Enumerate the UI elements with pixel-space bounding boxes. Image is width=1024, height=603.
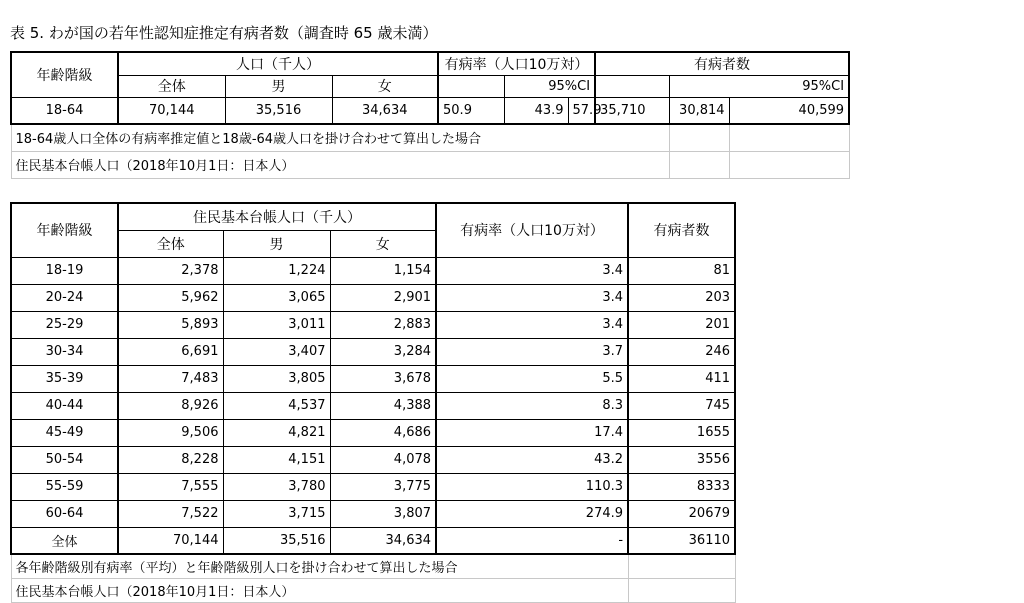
cell-age: 全体	[11, 527, 118, 554]
header-ci: 95%CI	[669, 75, 849, 97]
cell-total: 5,893	[118, 311, 223, 338]
cell-male: 4,537	[223, 392, 330, 419]
table-row	[11, 311, 735, 338]
cell-male: 3,780	[223, 473, 330, 500]
note-method: 18-64歳人口全体の有病率推定値と18歳-64歳人口を掛け合わせて算出した場合	[11, 124, 669, 151]
header-patient-count: 有病者数	[595, 52, 849, 75]
table-row	[11, 419, 735, 446]
note-blank	[628, 578, 735, 602]
cell-rate: 3.7	[436, 338, 628, 365]
table-row	[11, 365, 735, 392]
note-source: 住民基本台帳人口（2018年10月1日：日本人）	[11, 151, 669, 178]
cell-total: 70,144	[118, 527, 223, 554]
cell-male: 35,516	[225, 97, 332, 124]
table-body	[11, 257, 735, 527]
note-blank	[729, 124, 849, 151]
cell-total: 7,555	[118, 473, 223, 500]
cell-male: 3,065	[223, 284, 330, 311]
header-prevalence-rate: 有病率（人口10万対）	[438, 52, 595, 75]
header-patient-count: 有病者数	[628, 203, 735, 257]
age-group-prevalence-table	[10, 202, 736, 603]
cell-male: 3,011	[223, 311, 330, 338]
cell-count-ci-high: 40,599	[729, 97, 849, 124]
cell-age: 40-44	[11, 392, 118, 419]
cell-male: 1,224	[223, 257, 330, 284]
cell-count: 745	[628, 392, 735, 419]
cell-male: 3,805	[223, 365, 330, 392]
cell-total: 5,962	[118, 284, 223, 311]
cell-rate: 274.9	[436, 500, 628, 527]
cell-count: 36110	[628, 527, 735, 554]
note-source: 住民基本台帳人口（2018年10月1日：日本人）	[11, 578, 628, 602]
header-population: 住民基本台帳人口（千人）	[118, 203, 436, 230]
table-title: 表 5. わが国の若年性認知症推定有病者数（調査時 65 歳未満）	[10, 24, 438, 42]
cell-male: 4,151	[223, 446, 330, 473]
cell-total: 6,691	[118, 338, 223, 365]
table-row	[11, 284, 735, 311]
table-row	[11, 257, 735, 284]
header-male: 男	[225, 75, 332, 97]
cell-age: 18-64	[11, 97, 118, 124]
table-row	[11, 392, 735, 419]
header-female: 女	[330, 230, 436, 257]
cell-count: 411	[628, 365, 735, 392]
table-row	[11, 473, 735, 500]
cell-age: 50-54	[11, 446, 118, 473]
cell-count: 3556	[628, 446, 735, 473]
cell-female: 3,284	[330, 338, 436, 365]
header-age-group: 年齢階級	[11, 52, 118, 97]
header-blank	[438, 75, 504, 97]
note-blank	[669, 151, 729, 178]
cell-age: 55-59	[11, 473, 118, 500]
cell-rate: 3.4	[436, 311, 628, 338]
note-blank	[628, 554, 735, 578]
header-population: 人口（千人）	[118, 52, 438, 75]
cell-female: 4,078	[330, 446, 436, 473]
cell-female: 4,388	[330, 392, 436, 419]
prevalence-estimate-table	[10, 51, 850, 179]
cell-count: 20679	[628, 500, 735, 527]
cell-rate: 110.3	[436, 473, 628, 500]
header-total: 全体	[118, 75, 225, 97]
header-prevalence-rate: 有病率（人口10万対）	[436, 203, 628, 257]
cell-total: 8,228	[118, 446, 223, 473]
cell-count: 35,710	[595, 97, 669, 124]
cell-female: 34,634	[330, 527, 436, 554]
cell-female: 3,807	[330, 500, 436, 527]
header-female: 女	[332, 75, 438, 97]
table-row	[11, 446, 735, 473]
cell-rate-ci-low: 43.9	[504, 97, 568, 124]
cell-male: 3,715	[223, 500, 330, 527]
cell-female: 3,678	[330, 365, 436, 392]
cell-female: 3,775	[330, 473, 436, 500]
cell-rate: 43.2	[436, 446, 628, 473]
table-row	[11, 500, 735, 527]
header-total: 全体	[118, 230, 223, 257]
cell-count: 8333	[628, 473, 735, 500]
cell-rate: 50.9	[438, 97, 504, 124]
cell-total: 9,506	[118, 419, 223, 446]
cell-rate: 3.4	[436, 284, 628, 311]
header-ci: 95%CI	[504, 75, 595, 97]
cell-female: 2,883	[330, 311, 436, 338]
cell-male: 4,821	[223, 419, 330, 446]
cell-rate: 3.4	[436, 257, 628, 284]
note-method: 各年齢階級別有病率（平均）と年齢階級別人口を掛け合わせて算出した場合	[11, 554, 628, 578]
cell-age: 20-24	[11, 284, 118, 311]
table-row	[11, 338, 735, 365]
note-blank	[729, 151, 849, 178]
cell-male: 35,516	[223, 527, 330, 554]
cell-female: 1,154	[330, 257, 436, 284]
cell-female: 2,901	[330, 284, 436, 311]
cell-age: 30-34	[11, 338, 118, 365]
cell-age: 45-49	[11, 419, 118, 446]
cell-count: 1655	[628, 419, 735, 446]
cell-female: 34,634	[332, 97, 438, 124]
cell-count: 246	[628, 338, 735, 365]
cell-rate: 8.3	[436, 392, 628, 419]
cell-age: 18-19	[11, 257, 118, 284]
cell-rate: -	[436, 527, 628, 554]
cell-total: 7,522	[118, 500, 223, 527]
header-age-group: 年齢階級	[11, 203, 118, 257]
cell-male: 3,407	[223, 338, 330, 365]
cell-rate: 17.4	[436, 419, 628, 446]
cell-age: 35-39	[11, 365, 118, 392]
header-blank	[595, 75, 669, 97]
cell-rate: 5.5	[436, 365, 628, 392]
cell-total: 7,483	[118, 365, 223, 392]
cell-total: 8,926	[118, 392, 223, 419]
cell-age: 25-29	[11, 311, 118, 338]
cell-age: 60-64	[11, 500, 118, 527]
header-male: 男	[223, 230, 330, 257]
cell-total: 70,144	[118, 97, 225, 124]
cell-female: 4,686	[330, 419, 436, 446]
cell-count-ci-low: 30,814	[669, 97, 729, 124]
cell-count: 81	[628, 257, 735, 284]
cell-count: 201	[628, 311, 735, 338]
cell-total: 2,378	[118, 257, 223, 284]
note-blank	[669, 124, 729, 151]
cell-rate-ci-high: 57.9	[568, 97, 595, 124]
cell-count: 203	[628, 284, 735, 311]
